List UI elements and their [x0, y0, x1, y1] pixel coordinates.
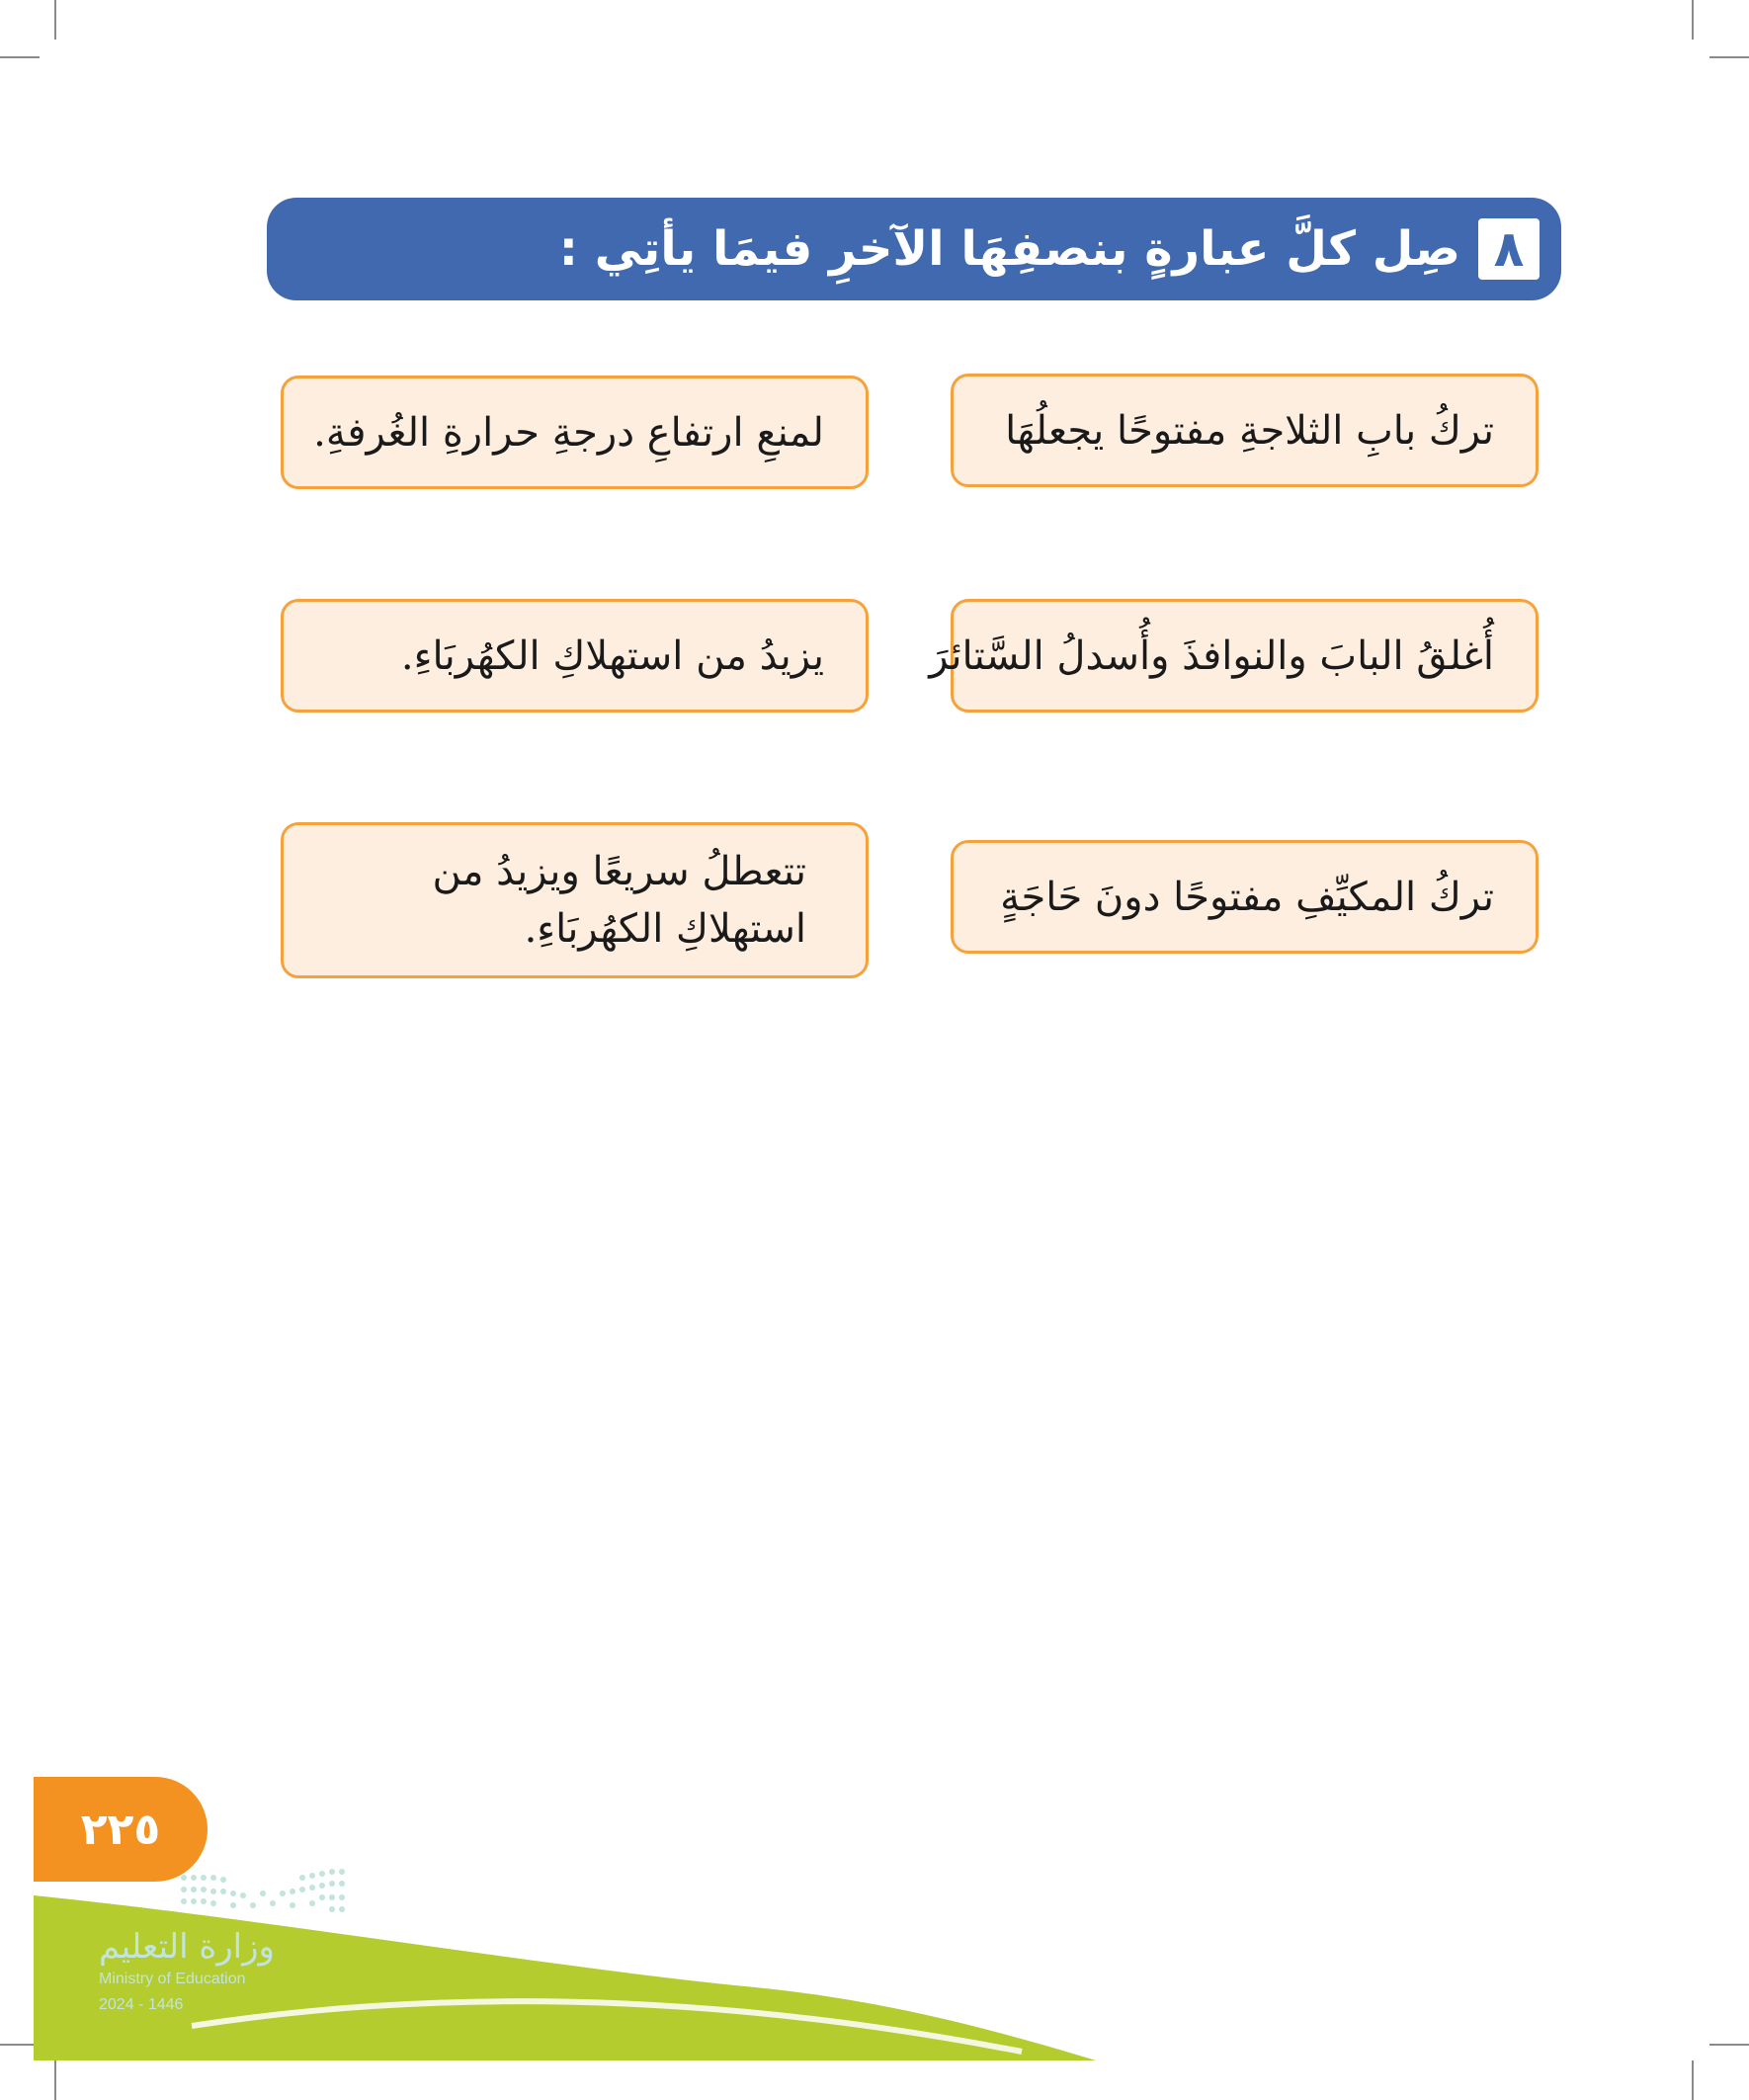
logo-year-text: 2024 - 1446: [99, 1996, 184, 2013]
crop-mark: [1709, 2044, 1749, 2046]
crop-mark: [54, 0, 56, 40]
crop-mark: [1709, 56, 1749, 58]
match-item-text: تتعطلُ سريعًا ويزيدُ من استهلاكِ الكهُربَاءِ.: [432, 849, 806, 952]
match-item-text: أُغلقُ البابَ والنوافذَ وأُسدلُ السَّتائرَ: [929, 632, 1494, 679]
exercise-number-badge: ٨: [1478, 218, 1540, 280]
exercise-title-bar: [267, 198, 1561, 300]
match-item-text: يزيدُ من استهلاكِ الكهُربَاءِ.: [400, 632, 824, 679]
crop-mark: [0, 56, 40, 58]
ministry-logo: [99, 1858, 356, 2056]
page-number: ٢٢٥: [34, 1777, 208, 1882]
match-item-left-2[interactable]: [281, 599, 869, 713]
crop-mark: [1692, 2060, 1694, 2100]
crop-mark: [54, 2060, 56, 2100]
match-item-right-2[interactable]: [929, 599, 1539, 713]
match-item-right-3[interactable]: [951, 840, 1539, 954]
match-item-right-1[interactable]: [951, 374, 1539, 487]
match-item-text: تركُ المكيِّفِ مفتوحًا دونَ حَاجَةٍ: [1000, 874, 1494, 920]
crop-mark: [1692, 0, 1694, 40]
logo-dots-icon: [178, 1858, 435, 1927]
match-item-text: لمنعِ ارتفاعِ درجةِ حرارةِ الغُرفةِ.: [313, 409, 824, 456]
match-item-left-1[interactable]: [281, 376, 869, 489]
match-item-left-3[interactable]: [281, 822, 869, 978]
exercise-instruction: صِل كلَّ عبارةٍ بنصفِهَا الآخرِ فيمَا يأتِي :: [558, 221, 1460, 277]
logo-arabic-text: وزارة التعليم: [99, 1927, 275, 1967]
match-item-text: تركُ بابِ الثلاجةِ مفتوحًا يجعلُهَا: [1005, 407, 1494, 454]
logo-english-text: Ministry of Education: [99, 1971, 246, 1987]
